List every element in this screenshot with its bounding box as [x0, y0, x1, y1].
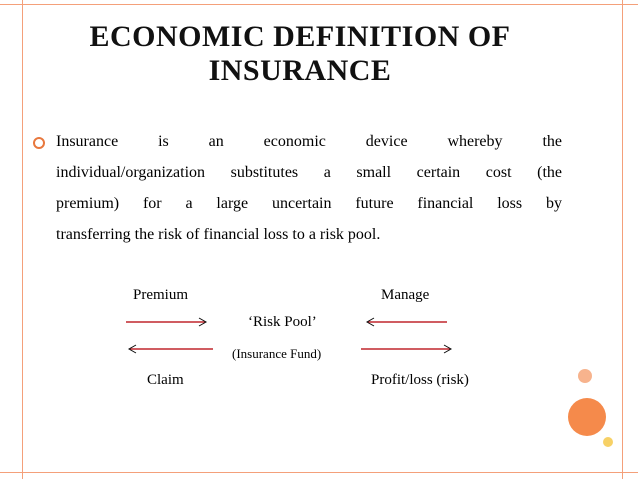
- left-border-line: [22, 0, 23, 479]
- manage-label: Manage: [381, 287, 430, 303]
- premium-right-arrow: [125, 315, 211, 329]
- bullet-paragraph: [56, 126, 562, 250]
- manage-left-arrow: [363, 315, 449, 329]
- claim-label: Claim: [147, 372, 184, 388]
- profit-right-arrow: [360, 342, 456, 356]
- paragraph-line-3: premium) for a large uncertain future financial loss by: [56, 195, 562, 212]
- insurance-fund-label: (Insurance Fund): [232, 346, 322, 361]
- paragraph-line-1: Insurance is an economic device whereby the: [56, 133, 562, 150]
- right-border-line: [622, 0, 623, 479]
- title-line-1: ECONOMIC DEFINITION OF: [89, 20, 511, 53]
- decorative-yellow-circle: [603, 437, 613, 447]
- premium-label: Premium: [133, 287, 188, 303]
- top-border-line: [0, 4, 638, 5]
- bottom-border-line: [0, 472, 638, 473]
- risk-pool-label: ‘Risk Pool’: [248, 314, 317, 330]
- paragraph-line-2: individual/organization substitutes a small certain cost (the: [56, 164, 562, 181]
- bullet-circle-icon: [33, 137, 45, 149]
- profit-loss-label: Profit/loss (risk): [371, 372, 469, 388]
- slide-title: [30, 20, 570, 88]
- paragraph-line-4: transferring the risk of financial loss to a risk pool.: [56, 226, 381, 243]
- decorative-peach-circle: [578, 369, 592, 383]
- decorative-orange-circle: [568, 398, 606, 436]
- title-line-2: INSURANCE: [208, 54, 392, 87]
- claim-left-arrow: [125, 342, 215, 356]
